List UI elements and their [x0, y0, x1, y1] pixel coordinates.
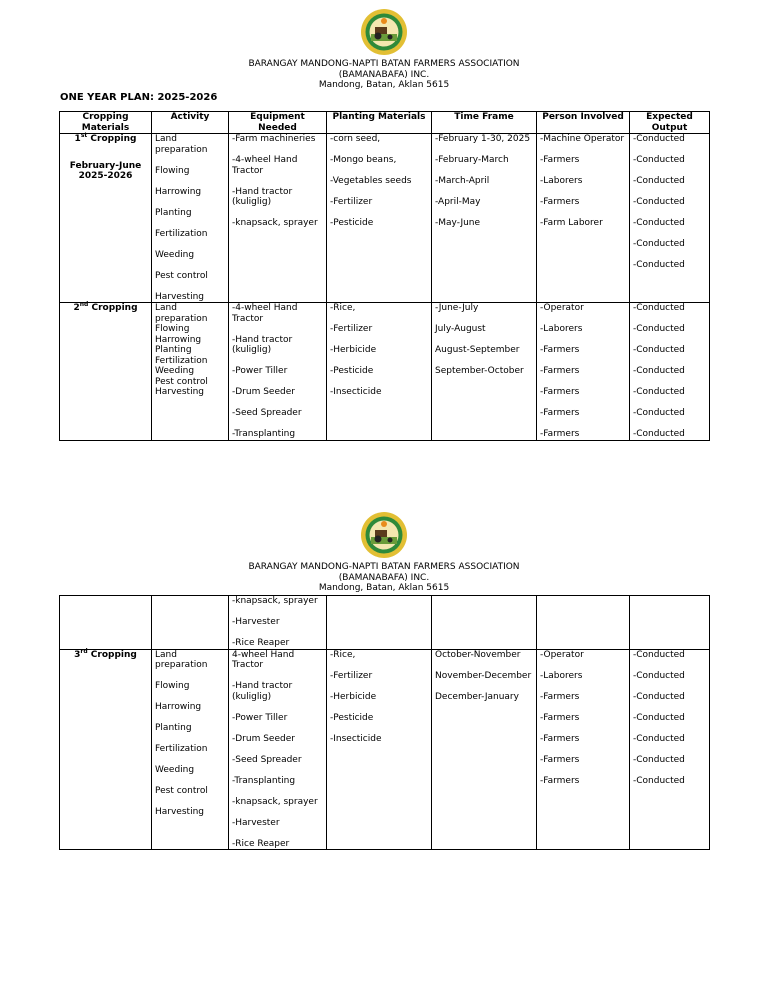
cell-line: -February 1-30, 2025: [435, 134, 531, 144]
cell-line: -Transplanting: [232, 429, 296, 439]
cell-line: -Conducted: [633, 775, 685, 786]
person-involved-cell: [537, 303, 630, 441]
cell-line: -Farmers: [540, 366, 580, 376]
cell-line: Harrowing: [155, 186, 202, 197]
cell-line: Harvesting: [155, 387, 204, 397]
cell-line: -Conducted: [633, 218, 685, 228]
cell-line: October-November: [435, 649, 521, 660]
empty-cell: [630, 596, 710, 650]
cell-line: Harrowing: [155, 702, 202, 712]
planting-materials-cell: [327, 303, 432, 441]
cell-line: -Harvester: [232, 817, 280, 828]
cell-line: -Hand tractor (kuliglig): [232, 681, 293, 702]
cell-line: -Rice,: [330, 303, 356, 313]
cell-line: -Laborers: [540, 176, 583, 186]
cell-line: Planting: [155, 723, 192, 733]
cell-line: Weeding: [155, 765, 195, 775]
cell-line: -Pesticide: [330, 218, 374, 228]
cell-line: Weeding: [155, 366, 195, 376]
cell-line: July-August: [435, 324, 486, 334]
association-address: Mandong, Batan, Aklan 5615: [318, 583, 450, 594]
cell-line: Flowing: [155, 165, 190, 176]
cell-line: Pest control: [155, 376, 208, 387]
cell-line: -Farm Laborer: [540, 218, 603, 228]
cell-line: Harrowing: [155, 334, 202, 345]
empty-cell: [327, 596, 432, 650]
cell-line: -Conducted: [633, 239, 685, 249]
association-logo: [360, 511, 408, 559]
page1-letterhead: [0, 59, 768, 91]
activity-cell: [152, 134, 229, 303]
cell-line: Flowing: [155, 681, 190, 691]
cell-line: -Farmers: [540, 197, 580, 207]
cell-line: -Conducted: [633, 176, 685, 186]
cell-line: -Conducted: [633, 324, 685, 334]
cropping-year: 2025-2026: [78, 171, 133, 181]
cell-line: Flowing: [155, 324, 190, 334]
cell-line: -Insecticide: [330, 387, 382, 397]
cell-line: -knapsack, sprayer: [232, 596, 318, 606]
table-row-third-cropping: [60, 649, 710, 850]
cell-line: -Conducted: [633, 197, 685, 207]
cell-line: -Conducted: [633, 754, 685, 765]
association-name: BARANGAY MANDONG-NAPTI BATAN FARMERS ASSOCIATION: [248, 562, 520, 572]
column-header: Time Frame: [432, 112, 537, 134]
cell-line: -Mongo beans,: [330, 155, 397, 165]
empty-cell: [152, 596, 229, 650]
cell-line: Weeding: [155, 249, 195, 260]
cell-line: -Power Tiller: [232, 366, 288, 376]
cell-line: -Conducted: [633, 134, 685, 144]
cell-line: -Herbicide: [330, 345, 377, 355]
column-header: Equipment Needed: [229, 112, 327, 134]
cell-line: -Farm machineries: [232, 134, 316, 144]
cell-line: -Conducted: [633, 429, 685, 439]
equipment-cell: [229, 649, 327, 850]
cell-line: -Farmers: [540, 345, 580, 355]
expected-output-cell: [630, 649, 710, 850]
cropping-label: Cropping: [87, 134, 137, 144]
column-header: Activity: [152, 112, 229, 134]
time-frame-cell: [432, 303, 537, 441]
association-address: Mandong, Batan, Aklan 5615: [318, 80, 450, 91]
activity-cell: [152, 303, 229, 441]
cell-line: -Farmers: [540, 155, 580, 165]
cell-line: -February-March: [435, 155, 509, 165]
cell-line: -Farmers: [540, 754, 580, 765]
cell-line: Fertilization: [155, 228, 208, 239]
cell-line: -Farmers: [540, 775, 580, 786]
cropping-period: February-June: [69, 160, 142, 171]
cell-line: -Conducted: [633, 670, 685, 681]
cropping-label-cell: [60, 303, 152, 441]
cell-line: November-December: [435, 670, 532, 681]
cell-line: -Fertilizer: [330, 197, 373, 207]
cell-line: Land preparation: [155, 303, 208, 324]
cell-line: -Conducted: [633, 712, 685, 723]
cell-line: -Seed Spreader: [232, 408, 302, 418]
plan-table-page2: [59, 595, 710, 850]
cropping-label: Cropping: [87, 649, 137, 660]
cell-line: -Rice Reaper: [232, 638, 290, 648]
cropping-label-cell: [60, 649, 152, 850]
cell-line: 4-wheel Hand Tractor: [232, 649, 295, 670]
cell-line: -June-July: [435, 303, 479, 313]
cell-line: -Drum Seeder: [232, 387, 295, 397]
table-row-first-cropping: [60, 134, 710, 303]
cell-line: Harvesting: [155, 807, 204, 817]
equipment-cell: [229, 596, 327, 650]
expected-output-cell: [630, 303, 710, 441]
cell-line: -Laborers: [540, 670, 583, 681]
time-frame-cell: [432, 649, 537, 850]
cell-line: -Conducted: [633, 387, 685, 397]
cell-line: -Power Tiller: [232, 712, 288, 723]
time-frame-cell: [432, 134, 537, 303]
plan-table-page1: [59, 111, 710, 441]
cell-line: -Conducted: [633, 733, 685, 744]
cell-line: Planting: [155, 207, 192, 218]
cropping-label-cell: [60, 134, 152, 303]
page2-letterhead: [0, 562, 768, 594]
column-header: Cropping Materials: [60, 112, 152, 134]
cell-line: -Rice,: [330, 649, 356, 660]
cell-line: -Laborers: [540, 324, 583, 334]
column-header: Person Involved: [537, 112, 630, 134]
cell-line: -Herbicide: [330, 691, 377, 702]
cell-line: -Insecticide: [330, 733, 382, 744]
cell-line: Pest control: [155, 786, 208, 796]
cell-line: September-October: [435, 366, 524, 376]
cell-line: -April-May: [435, 197, 481, 207]
cell-line: -Conducted: [633, 366, 685, 376]
cell-line: -March-April: [435, 176, 490, 186]
ordinal-suffix: nd: [79, 301, 89, 308]
cell-line: Harvesting: [155, 291, 204, 302]
empty-cell: [60, 596, 152, 650]
empty-cell: [432, 596, 537, 650]
cell-line: -knapsack, sprayer: [232, 796, 318, 807]
cell-line: -Farmers: [540, 387, 580, 397]
activity-cell: [152, 649, 229, 850]
ordinal-suffix: rd: [80, 647, 88, 655]
cell-line: -Conducted: [633, 345, 685, 355]
cell-line: -Conducted: [633, 260, 685, 270]
cell-line: -Conducted: [633, 155, 685, 165]
cell-line: -Operator: [540, 303, 584, 313]
empty-cell: [537, 596, 630, 650]
table-header-row: [60, 112, 710, 134]
cell-line: -Farmers: [540, 429, 580, 439]
cell-line: -Farmers: [540, 408, 580, 418]
cell-line: -Seed Spreader: [232, 754, 302, 765]
association-name: BARANGAY MANDONG-NAPTI BATAN FARMERS ASSOCIATION: [248, 59, 520, 69]
cell-line: -May-June: [435, 218, 481, 228]
cell-line: -Farmers: [540, 712, 580, 723]
cell-line: -Vegetables seeds: [330, 176, 412, 186]
cell-line: -Conducted: [633, 408, 685, 418]
column-header: Planting Materials: [327, 112, 432, 134]
person-involved-cell: [537, 649, 630, 850]
expected-output-cell: [630, 134, 710, 303]
cell-line: -Conducted: [633, 649, 685, 660]
equipment-cell: [229, 134, 327, 303]
cell-line: -Fertilizer: [330, 324, 373, 334]
equipment-cell: [229, 303, 327, 441]
cell-line: -Pesticide: [330, 366, 374, 376]
planting-materials-cell: [327, 649, 432, 850]
cell-line: -4-wheel Hand Tractor: [232, 155, 298, 176]
cell-line: -Conducted: [633, 691, 685, 702]
cell-line: -4-wheel Hand Tractor: [232, 303, 298, 324]
association-logo: [360, 8, 408, 56]
cropping-number: 2: [73, 303, 80, 313]
cell-line: August-September: [435, 345, 520, 355]
cell-line: -Hand tractor (kuliglig): [232, 334, 293, 355]
cell-line: -knapsack, sprayer: [232, 218, 318, 228]
cell-line: Fertilization: [155, 744, 208, 754]
cell-line: -Rice Reaper: [232, 838, 290, 849]
association-abbrev: (BAMANABAFA) INC.: [338, 69, 430, 80]
cell-line: -corn seed,: [330, 134, 381, 144]
ordinal-suffix: st: [80, 132, 88, 139]
cell-line: -Drum Seeder: [232, 733, 295, 744]
cell-line: Land preparation: [155, 134, 208, 155]
cell-line: -Hand tractor (kuliglig): [232, 186, 293, 207]
cropping-number: 3: [74, 649, 81, 660]
table-row-second-cropping: [60, 303, 710, 441]
cell-line: Land preparation: [155, 649, 208, 670]
cell-line: Fertilization: [155, 355, 208, 366]
cell-line: -Farmers: [540, 733, 580, 744]
planting-materials-cell: [327, 134, 432, 303]
cell-line: -Machine Operator: [540, 134, 625, 144]
cropping-label: Cropping: [88, 303, 138, 313]
cell-line: -Fertilizer: [330, 670, 373, 681]
table-row-continued: [60, 596, 710, 650]
cell-line: -Harvester: [232, 617, 280, 627]
column-header: Expected Output: [630, 112, 710, 134]
plan-title: ONE YEAR PLAN: 2025-2026: [60, 92, 218, 103]
association-abbrev: (BAMANABAFA) INC.: [338, 572, 430, 583]
cell-line: -Pesticide: [330, 712, 374, 723]
cell-line: -Farmers: [540, 691, 580, 702]
person-involved-cell: [537, 134, 630, 303]
cell-line: Pest control: [155, 270, 208, 281]
cropping-number: 1: [74, 134, 81, 144]
cell-line: -Conducted: [633, 303, 685, 313]
cell-line: -Operator: [540, 649, 584, 660]
cell-line: -Transplanting: [232, 775, 296, 786]
cell-line: December-January: [435, 691, 519, 702]
cell-line: Planting: [155, 345, 192, 355]
